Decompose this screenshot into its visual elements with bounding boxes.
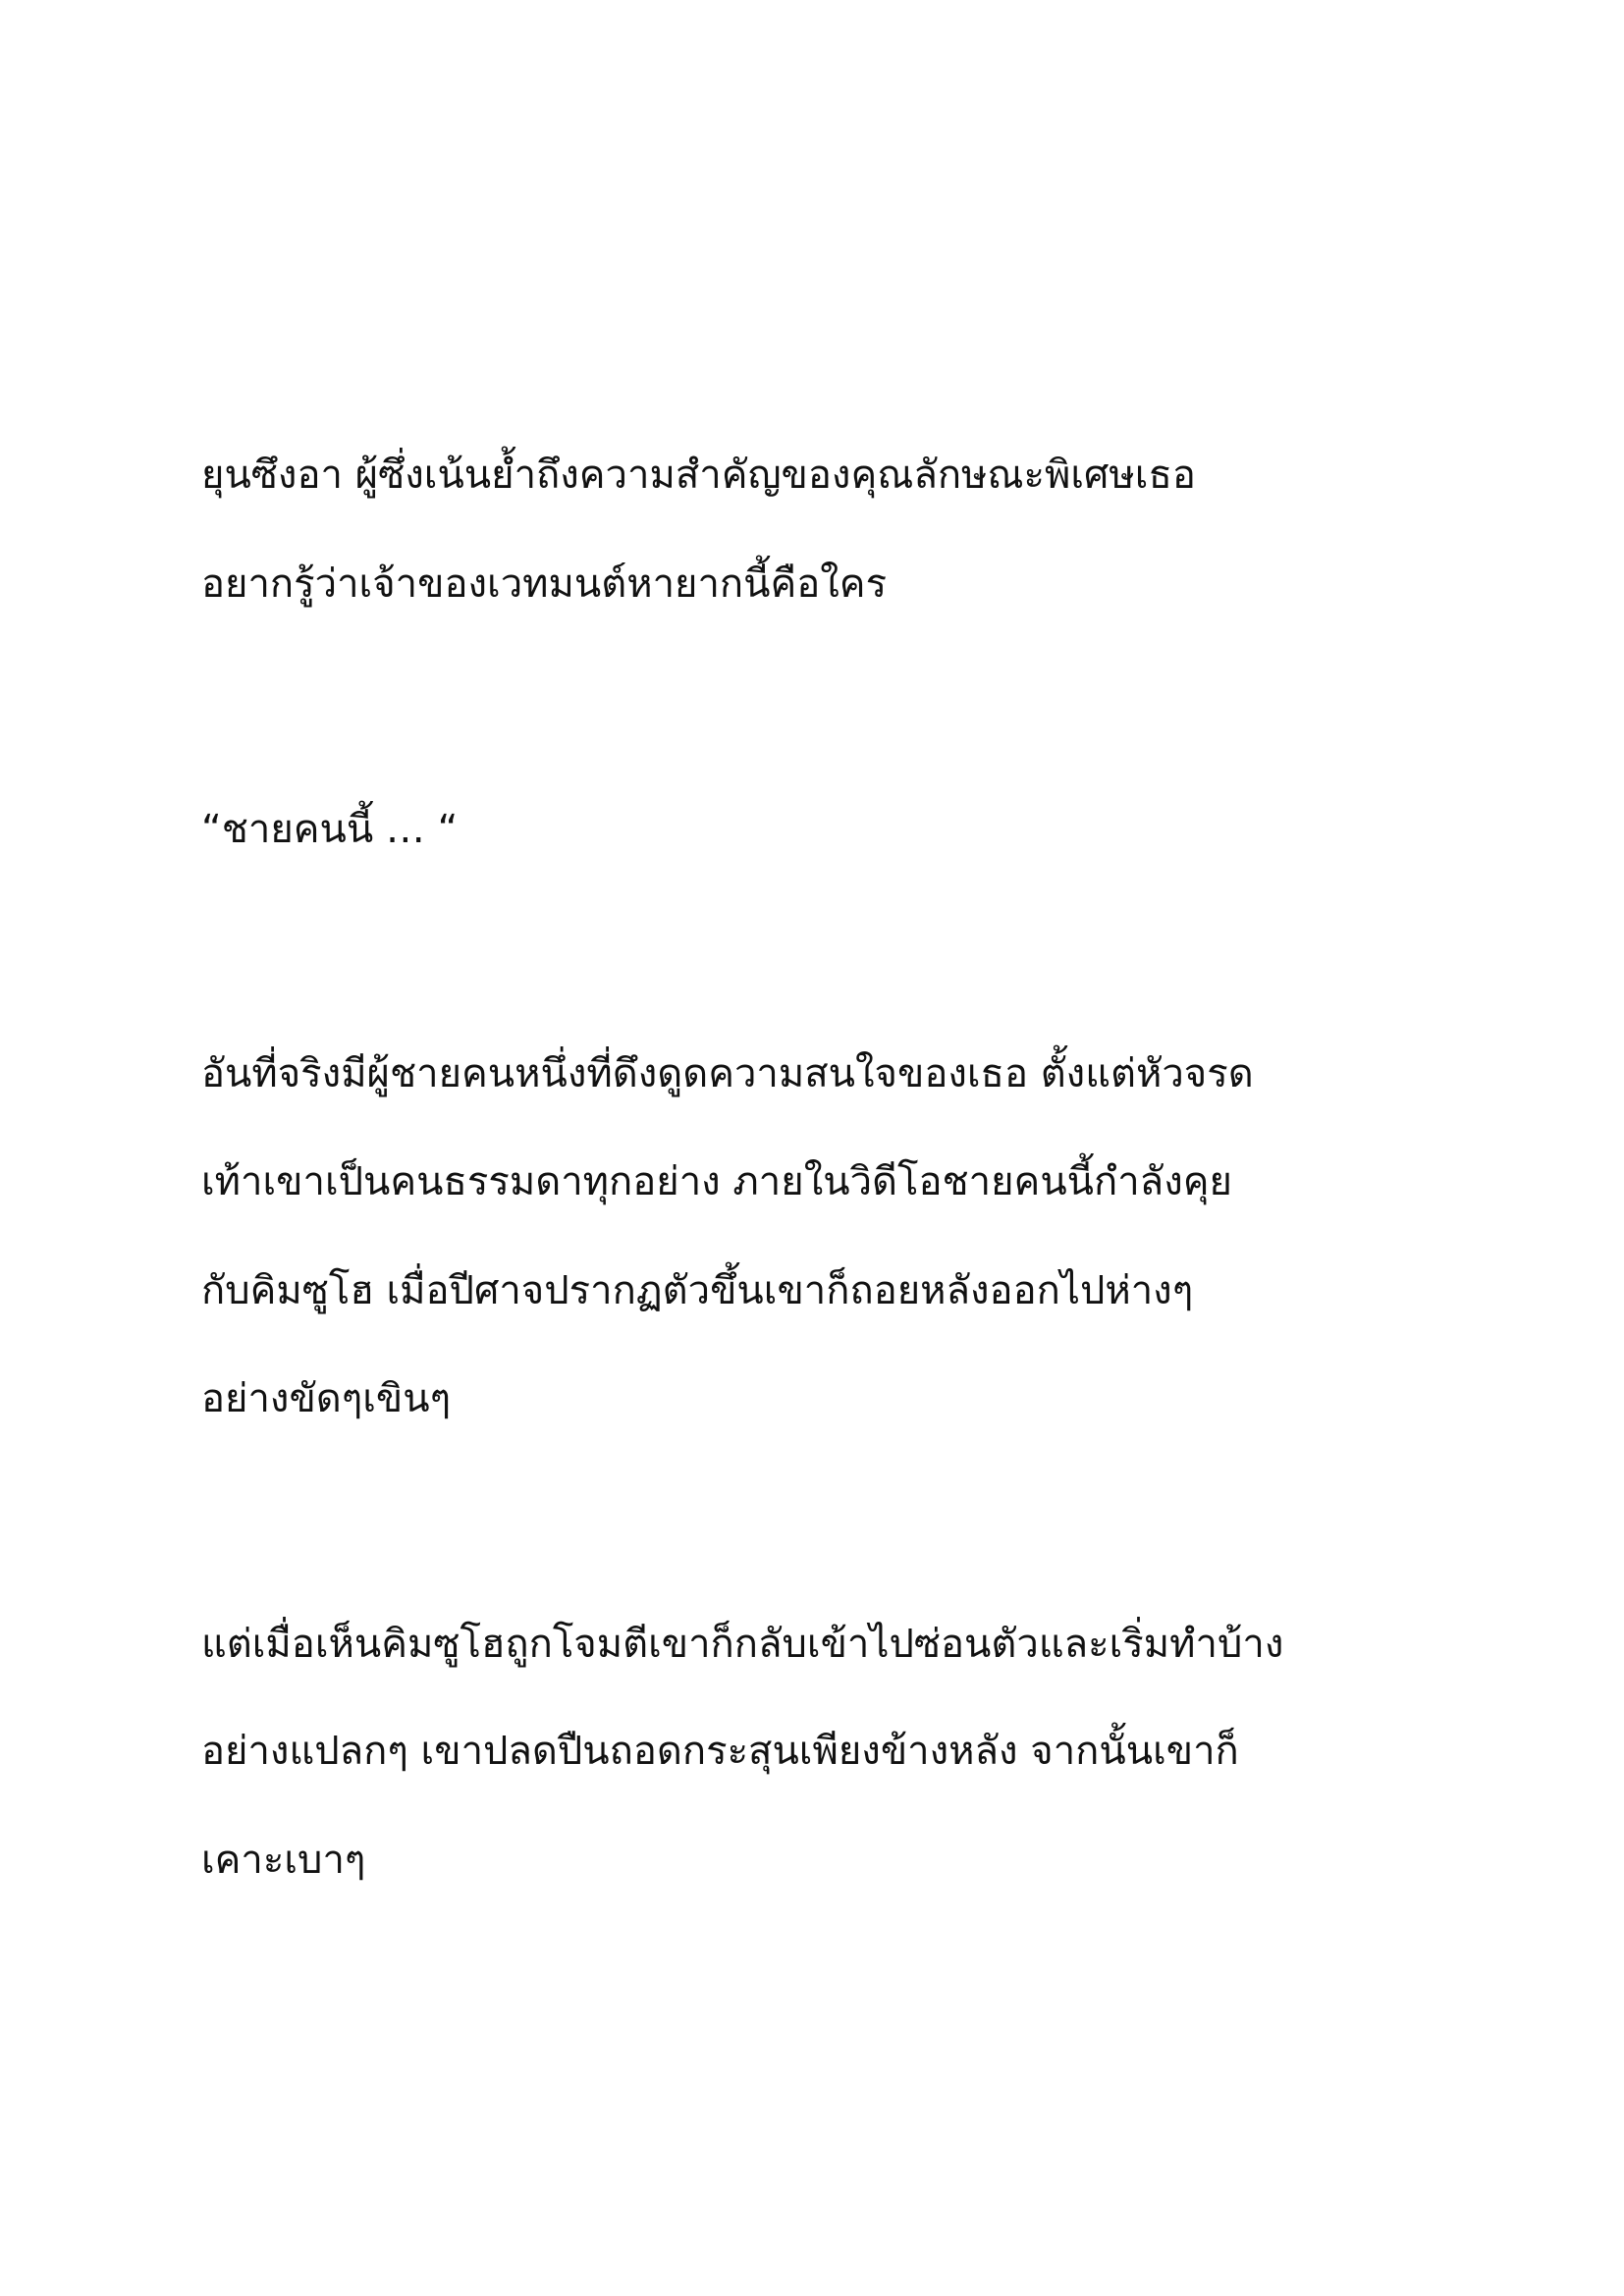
paragraph-3-line-1: อันที่จริงมีผู้ชายคนหนึ่งที่ดึงดูดความสนใจของเธอ ตั้งแต่หัวจรด xyxy=(201,1051,1254,1096)
paragraph-1-line-2: อยากรู้ว่าเจ้าของเวทมนต์หายากนี้คือใคร xyxy=(201,561,888,607)
paragraph-3-line-2: เท้าเขาเป็นคนธรรมดาทุกอย่าง ภายในวิดีโอชายคนนี้กำลังคุย xyxy=(201,1159,1232,1204)
paragraph-1-line-1: ยุนซึงอา ผู้ซึ่งเน้นย้ำถึงความสำคัญของคุณลักษณะพิเศษเธอ xyxy=(201,453,1196,498)
paragraph-4-line-1: แต่เมื่อเห็นคิมซูโฮถูกโจมตีเขาก็กลับเข้าไปซ่อนตัวและเริ่มทำบ้าง xyxy=(201,1622,1284,1667)
paragraph-3-line-4: อย่างขัดๆเขินๆ xyxy=(201,1376,452,1421)
paragraph-4-line-2: อย่างแปลกๆ เขาปลดปืนถอดกระสุนเพียงข้างหลัง จากนั้นเขาก็ xyxy=(201,1729,1239,1774)
paragraph-3-line-3: กับคิมซูโฮ เมื่อปีศาจปรากฏตัวขึ้นเขาก็ถอยหลังออกไปห่างๆ xyxy=(201,1268,1194,1313)
paragraph-2-line-1: “ชายคนนี้ … “ xyxy=(201,807,459,852)
paragraph-4-line-3: เคาะเบาๆ xyxy=(201,1838,366,1883)
